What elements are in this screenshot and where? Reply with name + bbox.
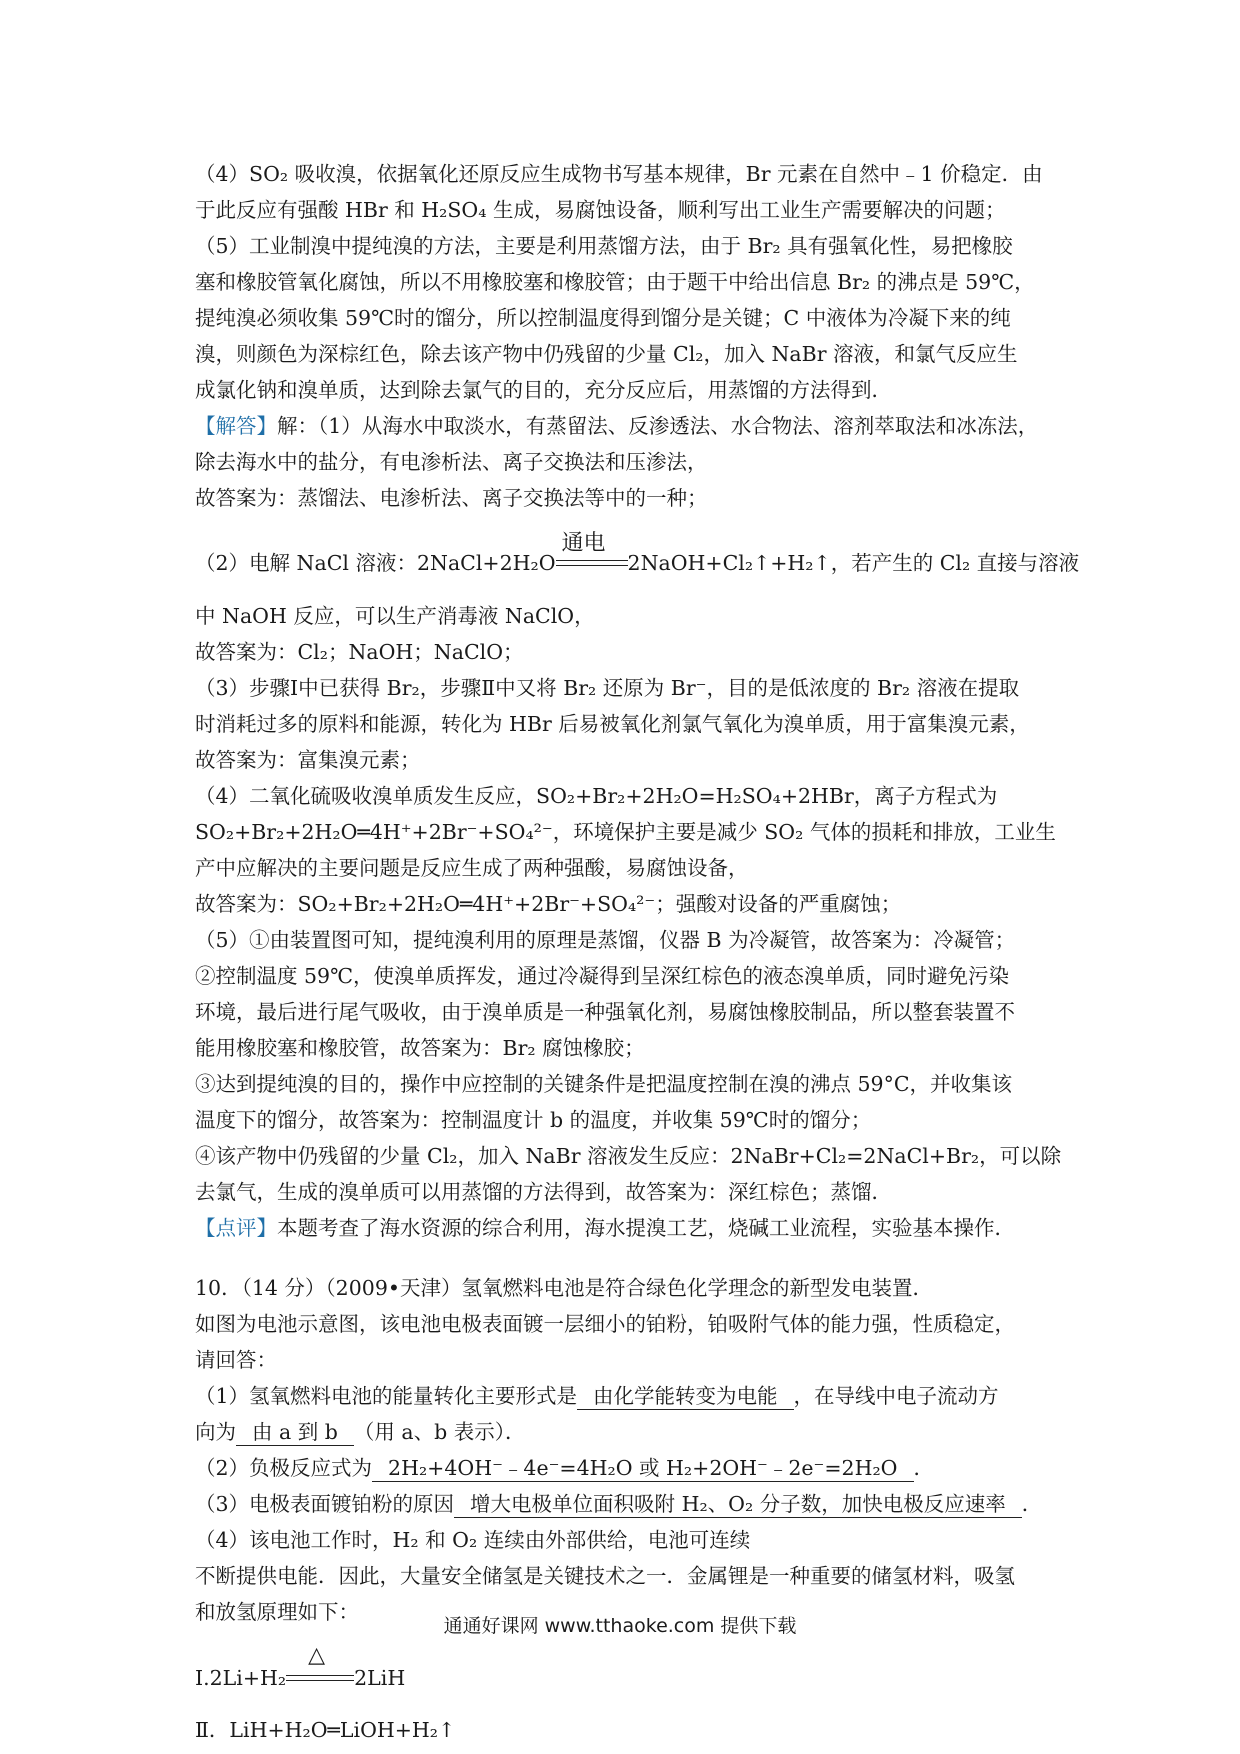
text-line: 于此反应有强酸 HBr 和 H₂SO₄ 生成，易腐蚀设备，顺利写出工业生产需要解决的问题； — [195, 198, 1006, 222]
text-line: 故答案为：SO₂+Br₂+2H₂O═4H⁺+2Br⁻+SO₄²⁻；强酸对设备的严重腐蚀； — [195, 892, 902, 916]
answer-tag: 【解答】 — [195, 414, 277, 438]
comment-text: 本题考查了海水资源的综合利用，海水提溴工艺，烧碱工业流程，实验基本操作． — [277, 1216, 1015, 1240]
question-10 — [195, 1270, 1075, 1748]
text-line: ②控制温度 59℃，使溴单质挥发，通过冷凝得到呈深红棕色的液态溴单质，同时避免污染 — [195, 964, 1010, 988]
text-line: 中 NaOH 反应，可以生产消毒液 NaClO， — [195, 604, 595, 628]
text-line: 温度下的馏分，故答案为：控制温度计 b 的温度，并收集 59℃时的馏分； — [195, 1108, 872, 1132]
text-line: 故答案为：Cl₂；NaOH；NaClO； — [195, 640, 524, 664]
equation-left: （2）电解 NaCl 溶液：2NaCl+2H₂O — [195, 551, 556, 575]
question-part-4: （4）该电池工作时，H₂ 和 O₂ 连续由外部供给，电池可连续 — [195, 1528, 751, 1552]
text-line: 不断提供电能．因此，大量安全储氢是关键技术之一．金属锂是一种重要的储氢材料，吸氢 — [195, 1564, 1015, 1588]
text-line: 成氯化钠和溴单质，达到除去氯气的目的，充分反应后，用蒸馏的方法得到． — [195, 378, 892, 402]
text-line: ③达到提纯溴的目的，操作中应控制的关键条件是把温度控制在溴的沸点 59°C，并收集该 — [195, 1072, 1013, 1096]
answer-first-line — [195, 408, 1075, 444]
text-line: 塞和橡胶管氧化腐蚀，所以不用橡胶塞和橡胶管；由于题干中给出信息 Br₂ 的沸点是 59℃， — [195, 270, 1035, 294]
text-line: 提纯溴必须收集 59℃时的馏分，所以控制温度得到馏分是关键；C 中液体为冷凝下来的纯 — [195, 306, 1011, 330]
answer-text: 解：（1）从海水中取淡水，有蒸留法、反渗透法、水合物法、溶剂萃取法和冰冻法， — [277, 414, 1039, 438]
text-line: 请回答： — [195, 1348, 277, 1372]
text-line: 故答案为：富集溴元素； — [195, 748, 421, 772]
equation-right: 2NaOH+Cl₂↑+H₂↑，若产生的 Cl₂ 直接与溶液 — [627, 551, 1080, 575]
electrolysis-equation — [195, 516, 1080, 582]
heat-symbol: △ — [308, 1642, 326, 1668]
answer-section — [195, 408, 1080, 1210]
text-line: 产中应解决的主要问题是反应生成了两种强酸，易腐蚀设备， — [195, 856, 749, 880]
text-line: 除去海水中的盐分，有电渗析法、离子交换法和压渗法， — [195, 450, 708, 474]
question-part-1b: 向为 由 a 到 b （用 a、b 表示）． — [195, 1420, 526, 1444]
analysis-section — [195, 156, 1075, 408]
condition-label: 通电 — [561, 530, 606, 556]
reaction-1 — [195, 1630, 1075, 1696]
text-line: （5）工业制溴中提纯溴的方法，主要是利用蒸馏方法，由于 Br₂ 具有强氧化性，易把橡胶 — [195, 234, 1013, 258]
text-line: 和放氢原理如下： — [195, 1600, 359, 1624]
text-line: 如图为电池示意图，该电池电极表面镀一层细小的铂粉，铂吸附气体的能力强，性质稳定， — [195, 1312, 1015, 1336]
reaction-arrow — [286, 1642, 354, 1685]
text-line: （4）SO₂ 吸收溴，依据氧化还原反应生成物书写基本规律，Br 元素在自然中﹣1 价稳定．由 — [195, 162, 1043, 186]
text-line: 去氯气，生成的溴单质可以用蒸馏的方法得到，故答案为：深红棕色；蒸馏． — [195, 1180, 892, 1204]
document-body — [195, 156, 1080, 1748]
answer-blank: 由 a 到 b — [236, 1419, 354, 1446]
question-part-2: （2）负极反应式为 2H₂+4OH⁻﹣4e⁻=4H₂O 或 H₂+2OH⁻﹣2e⁻=2H₂O ． — [195, 1456, 934, 1480]
comment-line — [195, 1210, 1075, 1246]
text-line: （3）步骤Ⅰ中已获得 Br₂，步骤Ⅱ中又将 Br₂ 还原为 Br⁻，目的是低浓度的 Br₂ 溶液在提取 — [195, 676, 1020, 700]
text-line: 时消耗过多的原料和能源，转化为 HBr 后易被氧化剂氯气氧化为溴单质，用于富集溴元素， — [195, 712, 1030, 736]
text-line: SO₂+Br₂+2H₂O═4H⁺+2Br⁻+SO₄²⁻，环境保护主要是减少 SO₂ 气体的损耗和排放，工业生 — [195, 820, 1056, 844]
text-line: 溴，则颜色为深棕红色，除去该产物中仍残留的少量 Cl₂，加入 NaBr 溶液，和氯气反应生 — [195, 342, 1018, 366]
text-line: 故答案为：蒸馏法、电渗析法、离子交换法等中的一种； — [195, 486, 708, 510]
reaction-right: 2LiH — [354, 1666, 406, 1690]
page-footer: 通通好课网 www.tthaoke.com 提供下载 — [443, 1615, 797, 1637]
text-line: 环境，最后进行尾气吸收，由于溴单质是一种强氧化剂，易腐蚀橡胶制品，所以整套装置不 — [195, 1000, 1015, 1024]
answer-blank: 增大电极单位面积吸附 H₂、O₂ 分子数，加快电极反应速率 — [454, 1491, 1022, 1518]
comment-tag: 【点评】 — [195, 1216, 277, 1240]
answer-blank: 2H₂+4OH⁻﹣4e⁻=4H₂O 或 H₂+2OH⁻﹣2e⁻=2H₂O — [372, 1455, 913, 1482]
text-line: （5）①由装置图可知，提纯溴利用的原理是蒸馏，仪器 B 为冷凝管，故答案为：冷凝管； — [195, 928, 1016, 952]
equation-arrow — [556, 530, 628, 570]
text-line: （4）二氧化硫吸收溴单质发生反应，SO₂+Br₂+2H₂O=H₂SO₄+2HBr，离子方程式为 — [195, 784, 998, 808]
question-part-3: （3）电极表面镀铂粉的原因 增大电极单位面积吸附 H₂、O₂ 分子数，加快电极反应速率 ． — [195, 1492, 1043, 1516]
question-title: 10．（14 分）（2009•天津）氢氧燃料电池是符合绿色化学理念的新型发电装置． — [195, 1276, 933, 1300]
answer-blank: 由化学能转变为电能 — [577, 1383, 794, 1410]
text-line: 能用橡胶塞和橡胶管，故答案为：Br₂ 腐蚀橡胶； — [195, 1036, 645, 1060]
reaction-left: Ⅰ.2Li+H₂ — [195, 1666, 287, 1690]
reaction-2: Ⅱ．LiH+H₂O═LiOH+H₂↑ — [195, 1718, 456, 1742]
text-line: ④该产物中仍残留的少量 Cl₂，加入 NaBr 溶液发生反应：2NaBr+Cl₂=2NaCl+Br₂，可以除 — [195, 1144, 1062, 1168]
question-part-1: （1）氢氧燃料电池的能量转化主要形式是 由化学能转变为电能 ，在导线中电子流动方 — [195, 1384, 999, 1408]
